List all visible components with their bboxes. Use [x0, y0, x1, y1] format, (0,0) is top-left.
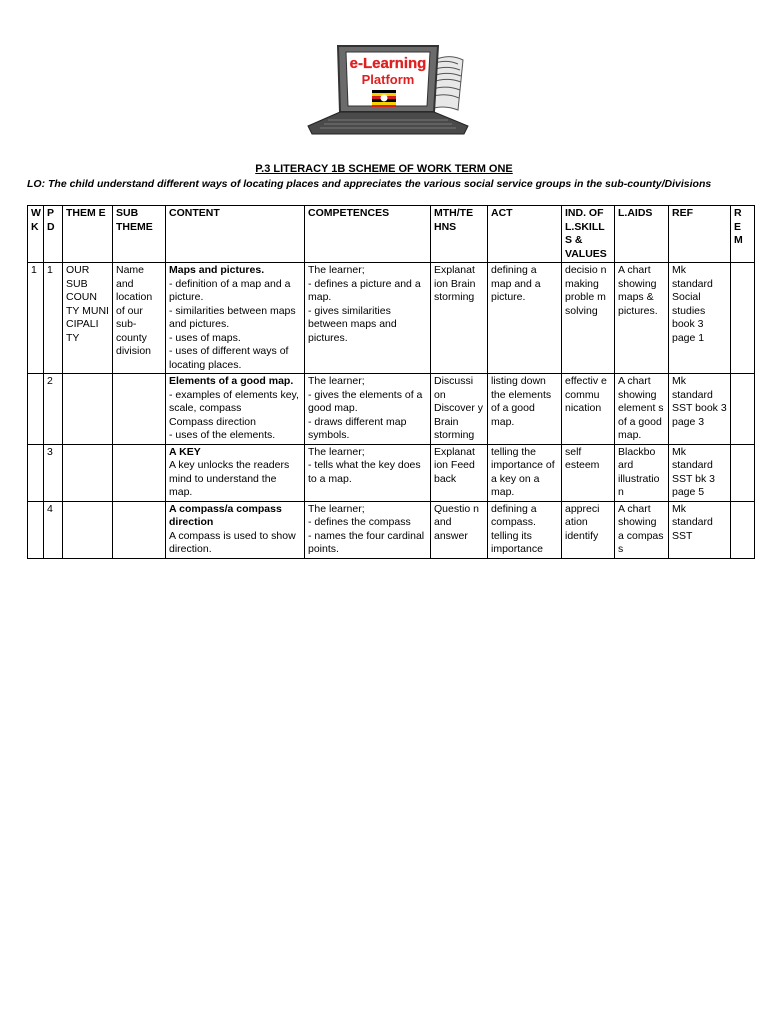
- cell-ref: Mk standard Social studies book 3 page 1: [669, 263, 731, 374]
- cell-sub-theme: Name and location of our sub-county division: [113, 263, 166, 374]
- cell-wk: [28, 444, 44, 501]
- cell-wk: 1: [28, 263, 44, 374]
- logo-text-line1: e-Learning: [349, 55, 427, 72]
- cell-sub-theme: [113, 374, 166, 445]
- header-theme: THEM E: [63, 206, 113, 263]
- competence-line: The learner;: [308, 264, 365, 276]
- content-line: Compass direction: [169, 415, 256, 428]
- cell-rem: [731, 263, 755, 374]
- cell-pd: 3: [44, 444, 63, 501]
- cell-wk: [28, 374, 44, 445]
- cell-content: [166, 374, 305, 445]
- content-title: Maps and pictures.: [169, 264, 265, 276]
- header-wk: W K: [28, 206, 44, 263]
- learning-objective: LO: The child understand different ways of locating places and appreciates the various social service groups in the sub-county/Divisions: [27, 178, 712, 190]
- competence-line: - defines a picture and a map.: [308, 277, 421, 303]
- content-line: - definition of a map and a picture.: [169, 277, 291, 303]
- cell-pd: 2: [44, 374, 63, 445]
- header-competences: COMPETENCES: [305, 206, 431, 263]
- competence-line: - tells what the key does to a map.: [308, 459, 421, 485]
- content-line: - uses of maps.: [169, 331, 241, 344]
- header-content: CONTENT: [166, 206, 305, 263]
- cell-rem: [731, 374, 755, 445]
- cell-ref: Mk standard SST: [669, 501, 731, 558]
- e-learning-platform-logo: [268, 40, 478, 140]
- content-line: - uses of the elements.: [169, 429, 276, 441]
- competence-line: - defines the compass: [308, 516, 411, 528]
- competence-line: The learner;: [308, 375, 365, 387]
- header-methods: MTH/TE HNS: [431, 206, 488, 263]
- content-title: A compass/a compass direction: [169, 502, 282, 528]
- table-header-row: [28, 206, 755, 263]
- cell-content: [166, 263, 305, 374]
- cell-ref: Mk standard SST bk 3 page 5: [669, 444, 731, 501]
- content-line: A key unlocks the readers mind to understand the map.: [169, 459, 290, 498]
- competence-line: The learner;: [308, 445, 365, 458]
- cell-act: defining a map and a picture.: [488, 263, 562, 374]
- cell-rem: [731, 501, 755, 558]
- header-pd: P D: [44, 206, 63, 263]
- cell-ind-values: decisio n making proble m solving: [562, 263, 615, 374]
- cell-act: defining a compass. telling its importance: [488, 501, 562, 558]
- cell-aids: A chart showing element s of a good map.: [615, 374, 669, 445]
- cell-act: listing down the elements of a good map.: [488, 374, 562, 445]
- cell-sub-theme: [113, 501, 166, 558]
- cell-theme: [63, 444, 113, 501]
- content-line: - similarities between maps and pictures.: [169, 304, 296, 330]
- cell-methods: Explanat ion Brain storming: [431, 263, 488, 374]
- competence-line: - names the four cardinal points.: [308, 529, 425, 555]
- cell-act: telling the importance of a key on a map.: [488, 444, 562, 501]
- cell-pd: 4: [44, 501, 63, 558]
- cell-ind-values: effectiv e commu nication: [562, 374, 615, 445]
- header-aids: L.AIDS: [615, 206, 669, 263]
- content-title: A KEY: [169, 445, 201, 458]
- cell-methods: Questio n and answer: [431, 501, 488, 558]
- table-row: [28, 263, 755, 374]
- cell-aids: A chart showing a compas s: [615, 501, 669, 558]
- cell-pd: 1: [44, 263, 63, 374]
- cell-competences: [305, 501, 431, 558]
- cell-content: [166, 501, 305, 558]
- cell-ind-values: appreci ation identify: [562, 501, 615, 558]
- cell-rem: [731, 444, 755, 501]
- competence-line: - draws different map symbols.: [308, 415, 407, 441]
- cell-methods: Explanat ion Feed back: [431, 444, 488, 501]
- content-line: A compass is used to show direction.: [169, 529, 296, 555]
- header-sub-theme: SUB THEME: [113, 206, 166, 263]
- cell-aids: A chart showing maps & pictures.: [615, 263, 669, 374]
- competence-line: - gives similarities between maps and pictures.: [308, 304, 397, 344]
- laptop-books-icon: [268, 40, 478, 140]
- cell-theme: OUR SUB COUN TY MUNI CIPALI TY: [63, 263, 113, 374]
- cell-wk: [28, 501, 44, 558]
- document-title: P.3 LITERACY 1B SCHEME OF WORK TERM ONE: [255, 163, 513, 175]
- cell-aids: Blackbo ard illustratio n: [615, 444, 669, 501]
- table-row: [28, 374, 755, 445]
- header-rem: R E M: [731, 206, 755, 263]
- header-ind-values: IND. OF L.SKILL S & VALUES: [562, 206, 615, 263]
- content-title: Elements of a good map.: [169, 375, 294, 387]
- cell-ref: Mk standard SST book 3 page 3: [669, 374, 731, 445]
- cell-competences: [305, 263, 431, 374]
- scheme-of-work-table: [27, 205, 755, 559]
- header-ref: REF: [669, 206, 731, 263]
- cell-methods: Discussi on Discover y Brain storming: [431, 374, 488, 445]
- table-row: [28, 444, 755, 501]
- cell-competences: [305, 444, 431, 501]
- table-row: [28, 501, 755, 558]
- cell-sub-theme: [113, 444, 166, 501]
- cell-theme: [63, 501, 113, 558]
- content-line: - uses of different ways of locating places.: [169, 345, 289, 371]
- competence-line: The learner;: [308, 502, 365, 515]
- header-act: ACT: [488, 206, 562, 263]
- competence-line: - gives the elements of a good map.: [308, 388, 423, 414]
- cell-competences: [305, 374, 431, 445]
- logo-text-line2: Platform: [361, 72, 415, 87]
- cell-ind-values: self esteem: [562, 444, 615, 501]
- content-line: - examples of elements key, scale, compass: [169, 388, 299, 414]
- cell-theme: [63, 374, 113, 445]
- cell-content: [166, 444, 305, 501]
